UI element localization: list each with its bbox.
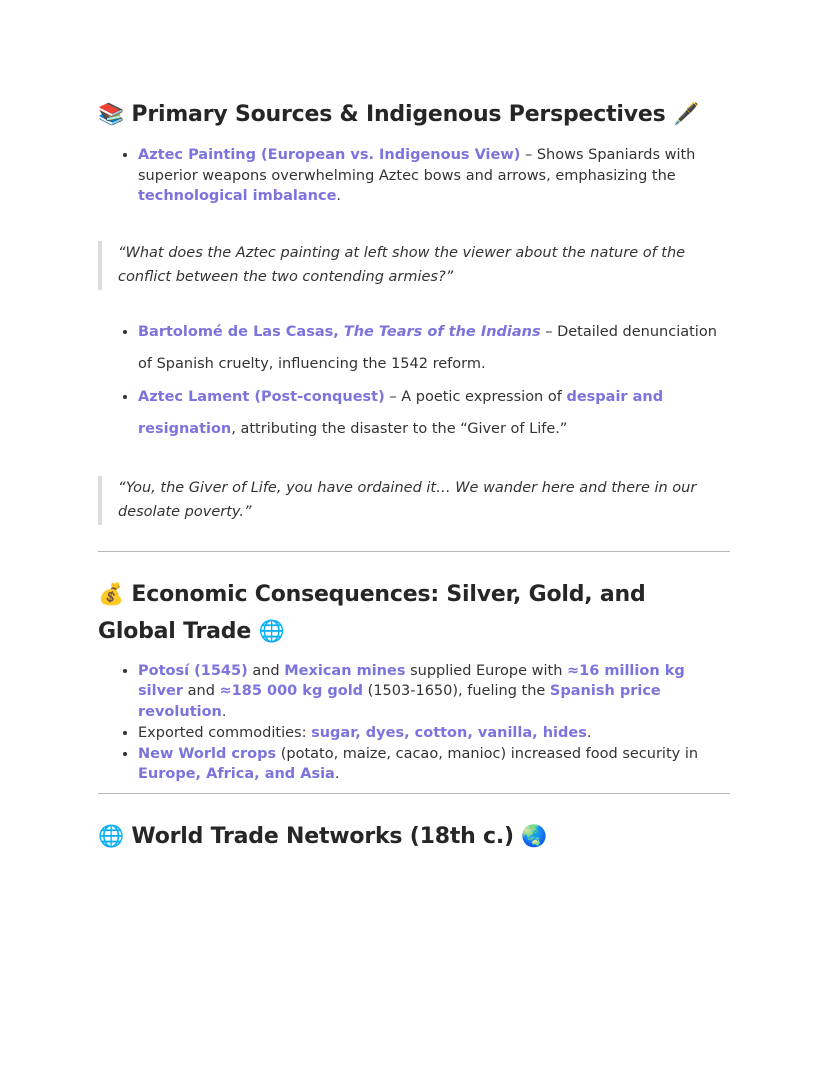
continents-highlight: Europe, Africa, and Asia [138, 766, 335, 783]
earth-asia-icon: 🌏 [521, 824, 548, 849]
commodities-highlight: sugar, dyes, cotton, vanilla, hides [311, 724, 587, 741]
text-span: . [221, 704, 227, 721]
money-bag-icon: 💰 [98, 581, 124, 606]
aztec-painting-text: – Shows Spaniards with superior weapons overwhelming Aztec bows and arrows, emphasizing the [138, 147, 696, 184]
technological-imbalance-highlight: technological imbalance [138, 188, 337, 204]
list-item [138, 381, 730, 446]
aztec-painting-quote: “What does the Aztec painting at left show the viewer about the nature of the conflict between the two contending armies?” [98, 241, 730, 290]
potosi-highlight: Potosí (1545) [138, 662, 248, 679]
gold-amount-highlight: ≈185 000 kg gold [219, 683, 364, 700]
indigenous-perspectives-list [98, 316, 730, 446]
las-casas-author: Bartolomé de Las Casas, [138, 323, 344, 340]
text-span: (potato, maize, cacao, manioc) increased food security in [276, 745, 699, 762]
giver-of-life-quote: “You, the Giver of Life, you have ordained it… We wander here and there in our desolate poverty.” [98, 476, 730, 525]
economic-consequences-heading [98, 576, 730, 650]
text-span: and [247, 662, 285, 679]
new-world-crops-highlight: New World crops [138, 745, 277, 762]
aztec-lament-text: – A poetic expression of [384, 388, 567, 405]
aztec-painting-title: Aztec Painting (European vs. Indigenous View) [138, 147, 521, 163]
list-item [138, 723, 730, 744]
primary-sources-heading [98, 96, 730, 133]
text-span: supplied Europe with [405, 662, 567, 679]
primary-sources-list [98, 145, 730, 207]
economic-list [98, 661, 730, 786]
text-span: and [183, 683, 220, 700]
text-span: Exported commodities: [138, 724, 312, 741]
aztec-lament-title: Aztec Lament (Post-conquest) [138, 388, 385, 405]
aztec-painting-end: . [336, 188, 342, 204]
list-item [138, 744, 730, 786]
globe-meridians-icon: 🌐 [258, 618, 285, 643]
fountain-pen-icon: 🖋️ [672, 102, 699, 126]
document-content [98, 96, 730, 855]
section-divider [98, 793, 730, 794]
silver-amount-highlight: ≈16 million kg silver [138, 662, 685, 700]
las-casas-text: – Detailed denunciation of Spanish cruelty, influencing the 1542 reform. [138, 323, 717, 372]
list-item [138, 661, 730, 723]
aztec-lament-end: , attributing the disaster to the “Giver of Life.” [231, 421, 568, 437]
globe-meridians-icon: 🌐 [98, 824, 124, 849]
text-span: . [334, 766, 340, 783]
tears-of-indians-title: The Tears of the Indians [343, 323, 541, 340]
price-revolution-highlight: Spanish price revolution [138, 683, 661, 721]
primary-sources-heading-text: Primary Sources & Indigenous Perspectives [131, 102, 666, 127]
mexican-mines-highlight: Mexican mines [284, 662, 406, 679]
despair-resignation-highlight: despair and resignation [138, 388, 664, 437]
section-divider [98, 551, 730, 552]
list-item [138, 316, 730, 381]
text-span: (1503-1650), fueling the [363, 683, 550, 700]
world-trade-heading [98, 818, 730, 855]
books-icon: 📚 [98, 102, 124, 126]
world-trade-heading-text: World Trade Networks (18th c.) [131, 824, 514, 850]
list-item [138, 145, 730, 207]
text-span: . [586, 724, 592, 741]
economic-heading-text: Economic Consequences: Silver, Gold, and Global Trade [98, 581, 646, 644]
